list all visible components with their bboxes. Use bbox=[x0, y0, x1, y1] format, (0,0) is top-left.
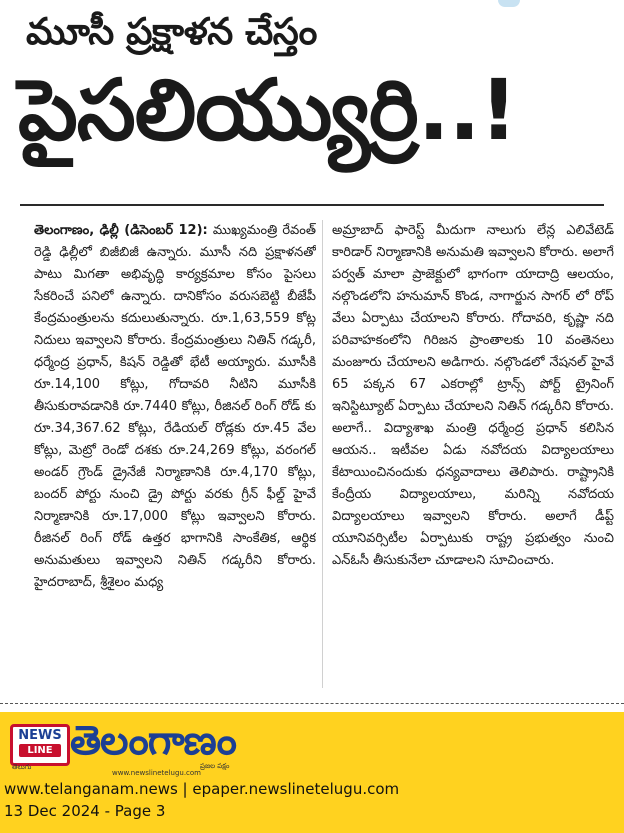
headline-divider bbox=[20, 204, 604, 206]
masthead-tagline: ప్రజల పక్షం bbox=[200, 762, 230, 770]
newsline-logo bbox=[10, 724, 70, 766]
logo-news-text: NEWS bbox=[18, 728, 62, 743]
article-dateline: తెలంగాణం, ఢిల్లీ (డిసెంబర్ 12): bbox=[34, 223, 208, 238]
article-body-right: అమ్రాబాద్ ఫారెస్ట్ మీదుగా నాలుగు లేన్ల ఎలివేటెడ్ కారిడార్ నిర్మాణానికి అనుమతి ఇవ్వాలని కోరారు. అలాగే పర్వత్ మాలా ప్రాజెక్టులో భాగంగా యాదాద్రి ఆలయం, నల్గొండలోని హనుమాన్ కొండ, నాగార్జున సాగర్ లో రోప్ వేలు ఏర్పాటు చేయాలని కోరారు. గోదావరి, కృష్ణా నది పరివాహకంలోని గిరిజన ప్రాంతాలకు 10 వంతెనలు మంజూరు చేయాలని అడిగారు. నల్గొండలో నేషనల్ హైవే 65 పక్కన 67 ఎకరాల్లో ట్రాన్స్ పోర్ట్ ట్రైనింగ్ ఇనిస్టిట్యూట్ ఏర్పాటు చేయాలని నితిన్ గడ్కరీని కోరారు. అలాగే.. విద్యాశాఖ మంత్రి ధర్మేంద్ర ప్రధాన్ కలిసిన ఆయన.. ఇటీవల ఏడు నవోదయ విద్యాలయాలు కేటాయించినందుకు ధన్యవాదాలు తెలిపారు. రాష్ట్రానికి కేంద్రీయ విద్యాలయాలు, మరిన్ని నవోదయ విద్యాలయాలు ఇవ్వాలని కోరారు. అలాగే డీప్ట్ యూనివర్సిటీల ఏర్పాటుకు రాష్ట్ర ప్రభుత్వం నుంచి ఎన్ఓసీ తీసుకునేలా చూడాలని సూచించారు. bbox=[332, 223, 614, 568]
article-headline: పైసలియ్యుర్రి..! bbox=[18, 61, 517, 159]
masthead-site: www.newslinetelugu.com bbox=[112, 769, 201, 777]
column-divider bbox=[322, 220, 323, 688]
footer-links[interactable]: www.telanganam.news | epaper.newslinetelugu.com bbox=[4, 780, 400, 798]
masthead-title: తెలంగాణం bbox=[70, 718, 236, 764]
article-body-left: ముఖ్యమంత్రి రేవంత్ రెడ్డి ఢిల్లీలో బిజీబిజీ ఉన్నారు. మూసీ నది ప్రక్షాళనతో పాటు మిగతా అభివృద్ధి కార్యక్రమాల కోసం పైసలు సేకరించే పనిలో ఉన్నారు. దానికోసం వరుసబెట్టి బీజేపీ కేంద్రమంత్రులను కదులుతున్నారు. రూ.1,63,559 కోట్ల నిదులు ఇవ్వాలని కోరారు. కేంద్రమంత్రులు నితిన్ గడ్కరీ, ధర్మేంద్ర ప్రధాన్, కిషన్ రెడ్డితో భేటీ అయ్యారు. మూసీకి రూ.14,100 కోట్లు, గోదావరి నీటిని మూసీకి తీసుకురావడానికి రూ.7440 కోట్లు, రీజినల్ రింగ్ రోడ్ కు రూ.34,367.62 కోట్లు, రేడియల్ రోడ్లకు రూ.45 వేల కోట్లు, మెట్రో రెండో దశకు రూ.24,269 కోట్లు, వరంగల్ అండర్ గ్రౌండ్ డ్రైనేజీ నిర్మాణానికి రూ.4,170 కోట్లు, బందర్ పోర్టు నుంచి డ్రై పోర్టు వరకు గ్రీన్ ఫీల్డ్ హైవే నిర్మాణానికి రూ.17,000 కోట్లు ఇవ్వాలని కోరారు. రీజినల్ రింగ్ రోడ్ ఉత్తర భాగానికి సాంకేతిక, ఆర్థిక అనుమతులు ఇవ్వాలని నితిన్ గడ్కరీని కోరారు. హైదరాబాద్, శ్రీశైలం మధ్య bbox=[34, 223, 316, 590]
article-subheadline: మూసీ ప్రక్షాళన చేస్తం bbox=[26, 10, 317, 53]
footer-banner bbox=[0, 712, 624, 833]
article-end-rule bbox=[0, 703, 624, 704]
article-column-right bbox=[332, 220, 614, 690]
logo-line-text: LINE bbox=[19, 744, 61, 757]
article-column-left bbox=[34, 220, 316, 690]
corner-decoration bbox=[498, 0, 520, 7]
logo-language: తెలుగు bbox=[12, 763, 32, 771]
page-info: 13 Dec 2024 - Page 3 bbox=[4, 802, 166, 820]
